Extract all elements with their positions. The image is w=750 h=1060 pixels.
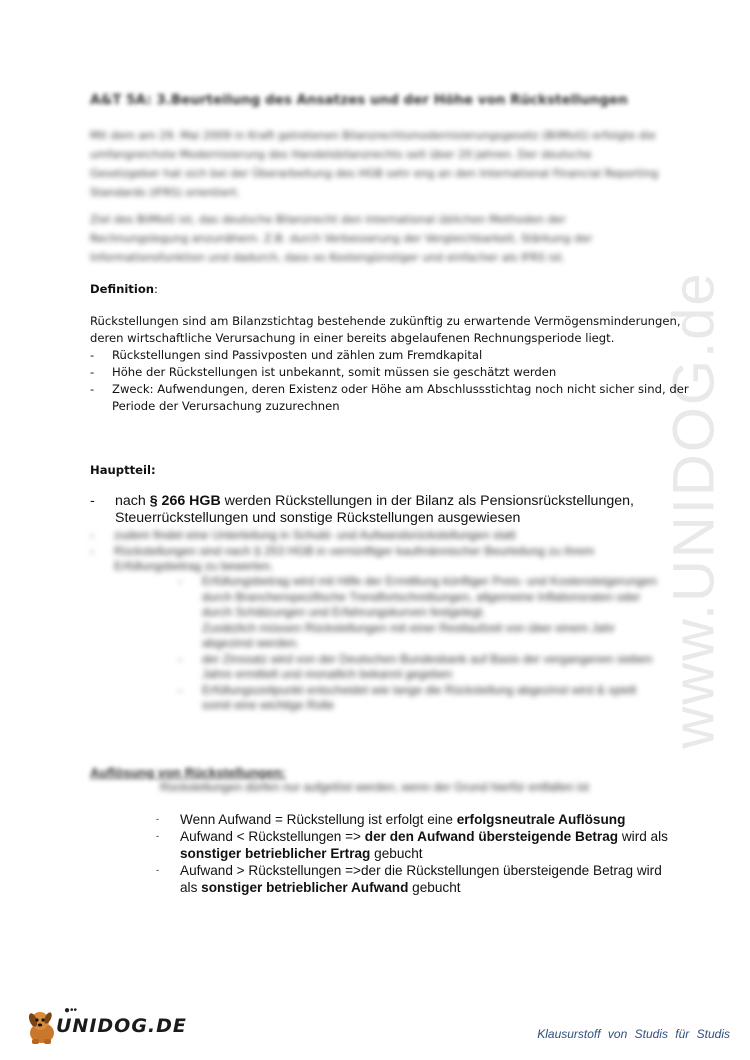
list-item-text: Rückstellungen sind nach § 253 HGB in vernünftiger kaufmännischer Beurteilung zu ihrem Erfüllungsbetrag zu bewerten. xyxy=(114,543,595,573)
bullet-dash: - xyxy=(156,831,159,841)
definition-text: Rückstellungen sind am Bilanzstichtag bestehende zukünftig zu erwartende Vermögensminderungen, deren wirtschaftliche Verursachung in einer bereits abgelaufenen Rechnungsperiode liegt. xyxy=(90,314,681,345)
hauptteil-item-1 xyxy=(90,493,650,527)
aufloesung-first-text: Rückstellungen dürfen nur aufgelöst werden, wenn der Grund hierfür entfallen ist xyxy=(160,780,589,794)
text-suffix: wird als xyxy=(618,829,668,844)
list-item-text: Rückstellungen sind Passivposten und zählen zum Fremdkapital xyxy=(112,348,483,362)
watermark-text: www.UNIDOG.de xyxy=(661,271,727,749)
aufloesung-heading: Auflösung von Rückstellungen: xyxy=(90,765,286,780)
list-item-text: Zusätzlich müssen Rückstellungen mit einer Restlaufzeit von über einem Jahr abgezinst werden. xyxy=(202,620,615,650)
text-suffix: werden Rückstellungen in der Bilanz als Pensionsrückstellungen, Steuerrückstellungen und sonstige Rückstellungen ausgewiesen xyxy=(115,493,634,526)
text-bold: erfolgsneutrale Auflösung xyxy=(456,812,626,827)
definition-colon: : xyxy=(154,282,158,296)
bullet-dash: - xyxy=(90,348,95,362)
definition-heading xyxy=(90,281,158,298)
hauptteil-item-1-text xyxy=(90,493,650,527)
hauptteil-blurred-items xyxy=(90,528,650,575)
unidog-logo[interactable] xyxy=(22,1005,187,1047)
text-prefix: nach xyxy=(115,493,150,509)
list-item xyxy=(156,862,676,896)
text-bold: sonstiger betrieblicher Aufwand xyxy=(201,880,409,895)
bullet-dash: - xyxy=(156,865,159,875)
list-item-text: Zweck: Aufwendungen, deren Existenz oder Höhe am Abschlussstichtag noch nicht sicher sind, der Periode der Verursachung zuzurechnen xyxy=(112,382,689,413)
text-prefix: Wenn Aufwand = Rückstellung ist erfolgt eine xyxy=(180,812,457,827)
text-suffix: gebucht xyxy=(408,880,461,895)
list-item xyxy=(90,347,690,364)
aufloesung-first-item xyxy=(160,780,650,795)
definition-list xyxy=(90,347,690,415)
text-bold: sonstiger betrieblicher Ertrag xyxy=(180,846,371,861)
bullet-dash: - xyxy=(90,382,95,396)
bullet-dash: - xyxy=(156,814,159,824)
intro-paragraph-1: Mit dem am 29. Mai 2009 in Kraft getretenen Bilanzrechtsmodernisierungsgesetz (BilMoG) erfolgte die umfangreichste Modernisierung des Handelsbilanzrechts seit über 20 Jahren. Der deutsche Gesetzgeber hat sich bei der Überarbeitung des HGB sehr eng an den International Financial Reporting Standards (IFRS) orientiert. xyxy=(90,129,659,199)
list-item xyxy=(178,683,658,714)
list-item xyxy=(156,811,676,828)
list-item-text: Erfüllungszeitpunkt entscheidet wie lange die Rückstellung abgezinst wird & spielt somit eine wichtige Rolle xyxy=(202,682,637,712)
list-item xyxy=(90,544,650,575)
list-item-text: Erfüllungsbetrag wird mit Hilfe der Ermittlung künftiger Preis- und Kostensteigerungen durch Branchenspezifische Trendfortschreibungen, allgemeine Inflationsraten oder durch Schätzungen und Erfahrungskurven festgelegt. xyxy=(202,574,657,619)
list-item xyxy=(178,652,658,683)
list-item xyxy=(90,528,650,544)
bullet-dash: - xyxy=(90,543,94,558)
list-item xyxy=(90,364,690,381)
footer-tagline: Klausurstoff von Studis für Studis xyxy=(537,1027,730,1041)
document-title: A&T 5A: 3.Beurteilung des Ansatzes und der Höhe von Rückstellungen xyxy=(90,92,628,108)
list-item xyxy=(90,381,690,415)
list-item-text: Höhe der Rückstellungen ist unbekannt, somit müssen sie geschätzt werden xyxy=(112,365,557,379)
bullet-dash: - xyxy=(90,365,95,379)
bullet-dash: - xyxy=(90,528,94,542)
paw-icon: ●•• xyxy=(64,1005,78,1016)
text-suffix: gebucht xyxy=(370,846,423,861)
definition-heading-text: Definition xyxy=(90,282,155,296)
bullet-dash: - xyxy=(178,574,182,588)
text-prefix: Aufwand > Rückstellungen =>der die Rückstellungen übersteigende Betrag wird als xyxy=(180,863,662,895)
aufloesung-list xyxy=(156,811,676,896)
logo-text: UNIDOG.DE xyxy=(56,1015,187,1037)
text-bold: der den Aufwand übersteigende Betrag xyxy=(364,829,619,844)
list-item-text: zudem findet eine Unterteilung in Schuld- und Aufwandsrückstellungen statt xyxy=(114,528,516,542)
bullet-dash: - xyxy=(90,493,95,509)
intro-paragraph-2: Ziel des BilMoG ist, das deutsche Bilanzrecht den international üblichen Methoden der Rechnungslegung anzunähern. Z.B. durch Verbesserung der Vergleichbarkeit, Stärkung der Informationsfunktion und dadurch, dass es Kostengünstiger und einfacher als IFRS ist. xyxy=(90,213,593,264)
bullet-dash: - xyxy=(178,682,182,697)
list-item xyxy=(178,574,658,652)
text-prefix: Aufwand < Rückstellungen => xyxy=(180,829,365,844)
hauptteil-heading: Hauptteil: xyxy=(90,463,156,477)
hauptteil-sub-items xyxy=(178,574,658,714)
list-item xyxy=(156,828,676,862)
text-bold: § 266 HGB xyxy=(149,493,221,509)
list-item-text: der Zinssatz wird von der Deutschen Bundesbank auf Basis der vergangenen sieben Jahre ermittelt und monatlich bekannt gegeben xyxy=(202,651,653,681)
bullet-dash: - xyxy=(178,651,182,666)
